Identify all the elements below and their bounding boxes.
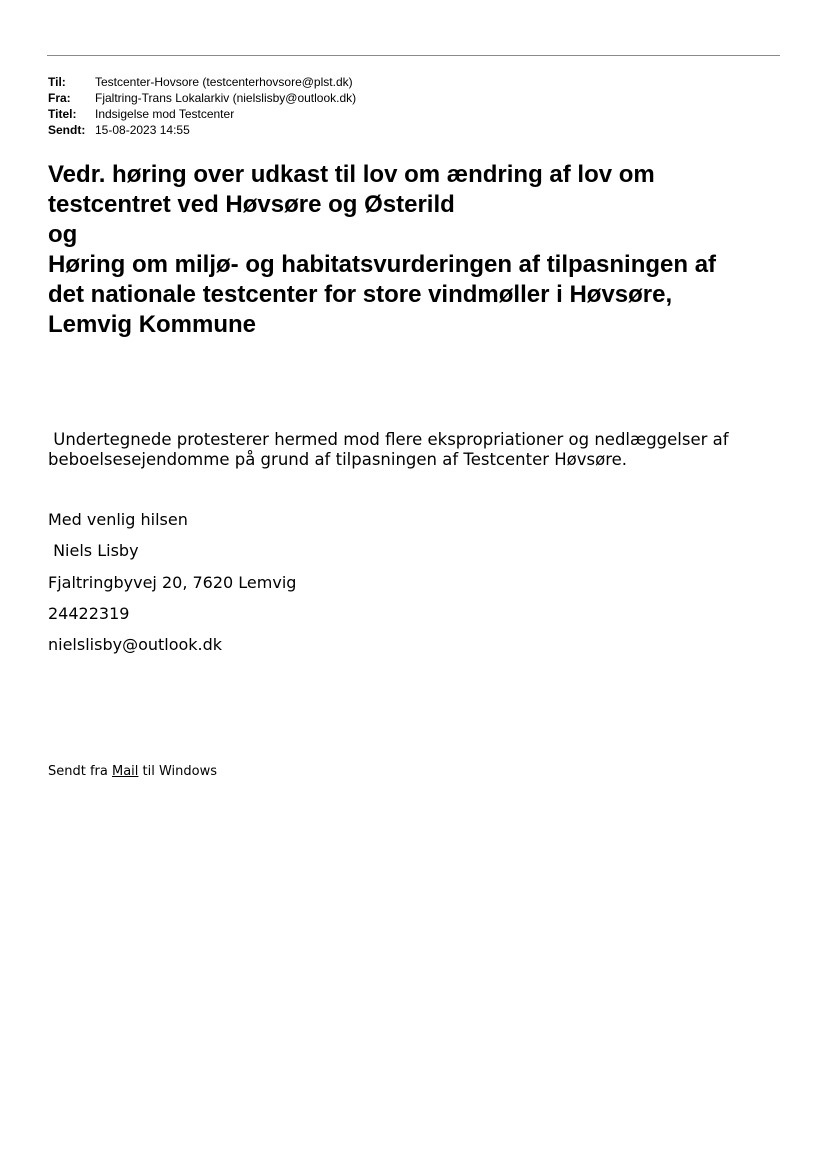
title-value: Indsigelse mod Testcenter [95, 107, 235, 121]
subject-line: Lemvig Kommune [48, 311, 257, 338]
top-divider [47, 55, 780, 56]
signature-phone: 24422319 [48, 604, 130, 623]
header-row-sent [48, 122, 356, 138]
subject-line: det nationale testcenter for store vindmøller i Høvsøre, [48, 281, 673, 308]
sent-value: 15-08-2023 14:55 [95, 123, 190, 137]
signature-greeting: Med venlig hilsen [48, 510, 188, 529]
to-value: Testcenter-Hovsore (testcenterhovsore@plst.dk) [95, 75, 353, 89]
header-row-to [48, 74, 356, 90]
protest-paragraph [48, 430, 768, 470]
from-label: Fra: [48, 91, 71, 105]
subject-heading [48, 160, 788, 340]
footer-suffix: til Windows [138, 764, 218, 779]
subject-line: testcentret ved Høvsøre og Østerild [48, 191, 455, 218]
email-header [48, 74, 356, 138]
sent-from-footer [48, 763, 217, 781]
title-label: Titel: [48, 107, 77, 121]
subject-line: Vedr. høring over udkast til lov om ændring af lov om [48, 161, 655, 188]
footer-prefix: Sendt fra [48, 764, 112, 779]
signature-email: nielslisby@outlook.dk [48, 635, 223, 654]
mail-link[interactable]: Mail [112, 764, 139, 779]
header-row-title [48, 106, 356, 122]
subject-line: og [48, 221, 78, 248]
header-row-from [48, 90, 356, 106]
to-label: Til: [48, 75, 66, 89]
protest-line: beboelsesejendomme på grund af tilpasningen af Testcenter Høvsøre. [48, 450, 628, 469]
subject-line: Høring om miljø- og habitatsvurderingen af tilpasningen af [48, 251, 717, 278]
signature-name: Niels Lisby [48, 541, 139, 560]
sent-label: Sendt: [48, 123, 86, 137]
from-value: Fjaltring-Trans Lokalarkiv (nielslisby@outlook.dk) [95, 91, 357, 105]
protest-line: Undertegnede protesterer hermed mod flere ekspropriationer og nedlæggelser af [48, 430, 729, 449]
signature-address: Fjaltringbyvej 20, 7620 Lemvig [48, 573, 297, 592]
